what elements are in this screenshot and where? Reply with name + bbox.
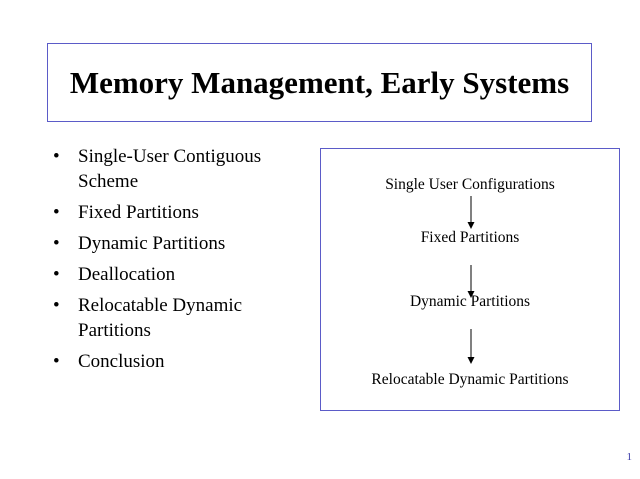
diagram-step-relocatable: Relocatable Dynamic Partitions [371, 371, 569, 388]
flow-diagram [320, 148, 620, 411]
bullet-dot-icon: • [53, 264, 60, 285]
diagram-step-single-user: Single User Configurations [385, 176, 555, 193]
diagram-step-fixed: Fixed Partitions [420, 229, 520, 246]
bullet-dot-icon: • [53, 351, 60, 372]
diagram-step-dynamic: Dynamic Partitions [409, 293, 531, 310]
bullet-item [53, 262, 313, 287]
bullet-text: Deallocation [78, 264, 176, 285]
bullet-item [53, 144, 313, 194]
bullet-text: Fixed Partitions [78, 202, 199, 223]
down-arrow-icon [470, 329, 472, 364]
bullet-dot-icon: • [53, 202, 60, 223]
bullet-item [53, 200, 313, 225]
bullet-text: Single-User Contiguous Scheme [78, 146, 262, 192]
bullet-text: Dynamic Partitions [78, 233, 226, 254]
bullet-text: Relocatable Dynamic Partitions [78, 295, 243, 341]
bullet-list [53, 144, 313, 380]
slide-title: Memory Management, Early Systems [69, 64, 570, 100]
bullet-item [53, 231, 313, 256]
page-number: 1 [626, 451, 632, 463]
bullet-text: Conclusion [78, 351, 165, 372]
bullet-item [53, 349, 313, 374]
bullet-dot-icon: • [53, 295, 60, 316]
bullet-dot-icon: • [53, 233, 60, 254]
bullet-dot-icon: • [53, 146, 60, 167]
bullet-item [53, 293, 313, 343]
title-box [47, 43, 592, 122]
down-arrow-icon [470, 196, 472, 229]
